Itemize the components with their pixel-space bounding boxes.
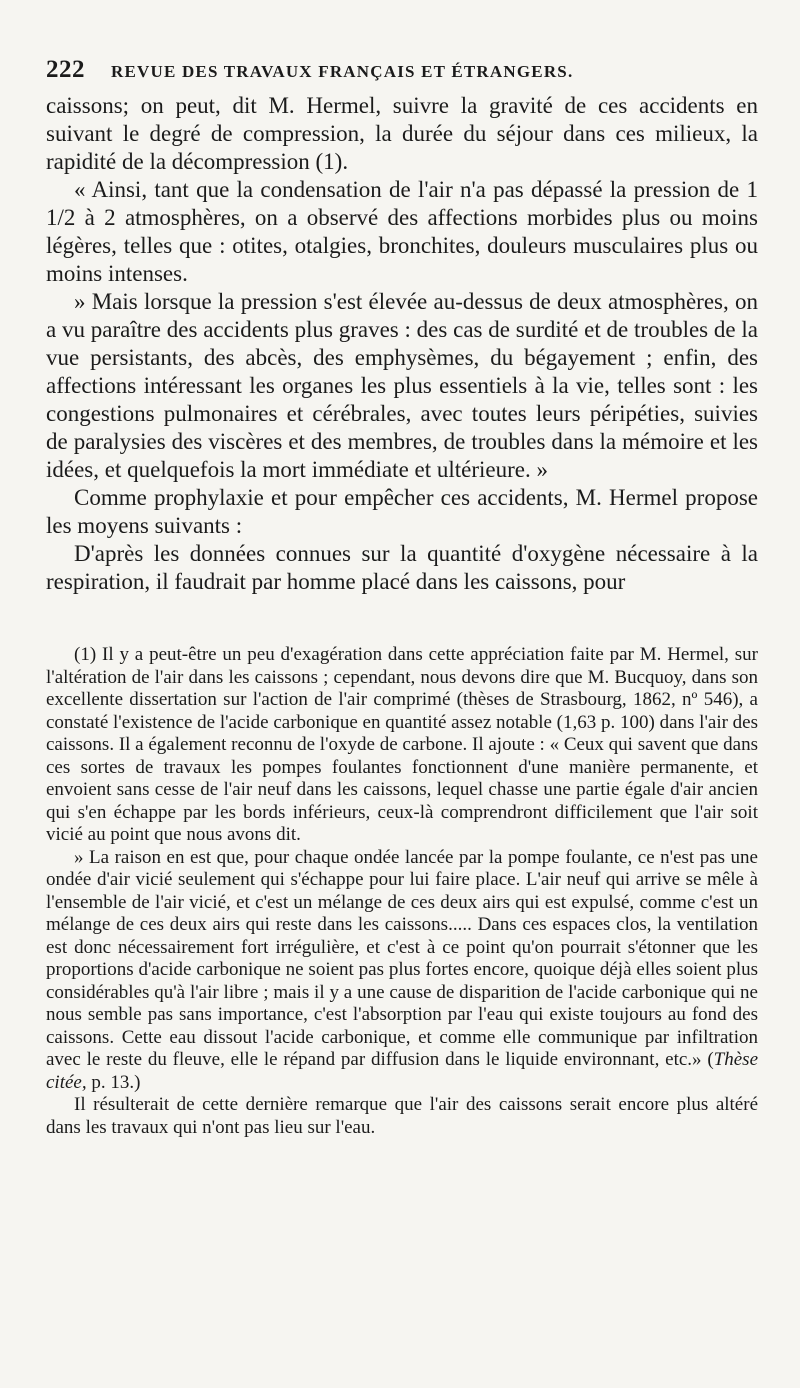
- paragraph: « Ainsi, tant que la condensation de l'air n'a pas dépassé la pression de 1 1/2 à 2 atmosphères, on a observé des affections morbides plus ou moins légères, telles que : otites, otalgies, bronchites, douleurs musculaires plus ou moins intenses.: [46, 177, 758, 286]
- page-number: 222: [46, 56, 85, 83]
- paragraph: Comme prophylaxie et pour empêcher ces accidents, M. Hermel propose les moyens suivants :: [46, 485, 758, 538]
- footnote-paragraph: [46, 847, 758, 1095]
- paragraph: » Mais lorsque la pression s'est élevée au-dessus de deux atmosphères, on a vu paraître des accidents plus graves : des cas de surdité et de troubles de la vue persistants, des abcès, des emphysèmes, du bégayement ; enfin, des affections intéressant les organes les plus essentiels à la vie, telles sont : les congestions pulmonaires et cérébrales, avec toutes leurs péripéties, suivies de paralysies des viscères et des membres, de troubles dans la mémoire et les idées, et quelquefois la mort immédiate et ultérieure. »: [46, 289, 758, 482]
- paragraph: D'après les données connues sur la quantité d'oxygène nécessaire à la respiration, il faudrait par homme placé dans les caissons, pour: [46, 541, 758, 594]
- footnote-paragraph: (1) Il y a peut-être un peu d'exagération dans cette appréciation faite par M. Hermel, sur l'altération de l'air dans les caissons ; cependant, nous devons dire que M. Bucquoy, dans son excellente dissertation sur l'action de l'air comprimé (thèses de Strasbourg, 1862, nº 546), a constaté l'existence de l'acide carbonique en quantité assez notable (1,63 p. 100) dans l'air des caissons. Il a également reconnu de l'oxyde de carbone. Il ajoute : « Ceux qui savent que dans ces sortes de travaux les pompes foulantes fonctionnent d'une manière permanente, et envoient sans cesse de l'air neuf dans les caissons, lequel chasse une partie égale d'air ancien qui s'en échappe par les bords inférieurs, ceux-là comprendront difficilement que l'air soit vicié au point que nous avons dit.: [46, 644, 758, 845]
- paragraph: caissons; on peut, dit M. Hermel, suivre la gravité de ces accidents en suivant le degré de compression, la durée du séjour dans ces milieux, la rapidité de la décompression (1).: [46, 93, 758, 174]
- journal-title: REVUE DES TRAVAUX FRANÇAIS ET ÉTRANGERS.: [111, 62, 574, 81]
- footnotes: [46, 644, 758, 1139]
- running-head: [46, 56, 758, 92]
- citation-title: Thèse citée,: [46, 1049, 758, 1093]
- footnote-text: » La raison en est que, pour chaque ondée lancée par la pompe foulante, ce n'est pas une ondée d'air vicié seulement qui s'échappe pour lui faire place. L'air neuf qui arrive se mêle à l'ensemble de l'air vicié, et c'est un mélange de ces deux airs qui est expulsé, comme c'est un mélange de ces deux airs qui reste dans les caissons..... Dans ces espaces clos, la ventilation est donc nécessairement fort irrégulière, et c'est à ce point qu'on pourrait s'étonner que les proportions d'acide carbonique ne soient pas plus fortes encore, quoique déjà elles soient plus considérables qu'à l'air libre ; mais il y a une cause de disparition de l'acide carbonique qui ne nous semble pas sans importance, c'est l'absorption par l'eau qui existe toujours au fond des caissons. Cette eau dissout l'acide carbonique, et comme elle communique par infiltration avec le reste du fleuve, elle le répand par diffusion dans le liquide environnant, etc.» (: [46, 846, 758, 1070]
- citation-page: p. 13.): [86, 1071, 141, 1093]
- page: [46, 56, 758, 1139]
- main-text: [46, 92, 758, 596]
- footnote-paragraph: Il résulterait de cette dernière remarque que l'air des caissons serait encore plus altéré dans les travaux qui n'ont pas lieu sur l'eau.: [46, 1094, 758, 1138]
